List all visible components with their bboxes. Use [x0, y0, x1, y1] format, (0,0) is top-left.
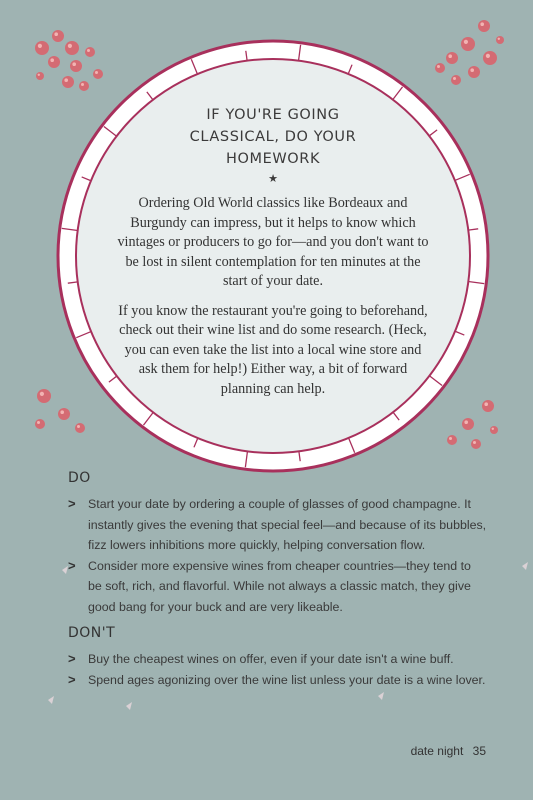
dont-section: [68, 625, 488, 690]
chevron-right-icon: >: [68, 496, 76, 511]
star-icon: ★: [268, 173, 278, 185]
page-footer: [411, 744, 486, 758]
list-item: [68, 649, 488, 670]
list-item: [68, 556, 488, 618]
list-item: [68, 494, 488, 556]
do-section: [68, 470, 488, 617]
dont-item-2: Spend ages agonizing over the wine list unless your date is a wine lover.: [88, 672, 486, 687]
sidebar-box: [112, 92, 434, 399]
dont-item-1: Buy the cheapest wines on offer, even if your date isn't a wine buff.: [88, 652, 454, 666]
do-heading: DO: [68, 470, 91, 486]
do-item-2: Consider more expensive wines from cheaper countries—they tend to be soft, rich, and flavorful. While not always a classic match, they give good bang for your buck and are very likeable.: [88, 558, 471, 614]
sidebar-title: IF YOU'RE GOING CLASSICAL, DO YOUR HOMEWORK: [189, 107, 357, 167]
page-number: 35: [472, 744, 486, 758]
sidebar-paragraph-1: Ordering Old World classics like Bordeaux and Burgundy can impress, but it helps to know which vintages or producers to go for—and you don't want to be lost in silent contemplation for ten minutes at the start of your date.: [117, 195, 429, 289]
sidebar-paragraph-2: If you know the restaurant you're going to beforehand, check out their wine list and do some research. (Heck, you can even take the list into a local wine store and ask them for help!) Either way, a bit of forward planning can help.: [118, 302, 428, 397]
chevron-right-icon: >: [68, 671, 76, 687]
list-item: [68, 670, 488, 691]
running-footer-section: date night: [410, 744, 464, 758]
chevron-right-icon: >: [68, 651, 76, 666]
do-item-1: Start your date by ordering a couple of glasses of good champagne. It instantly gives the evening that special feel—and because of its bubbles, fizz lowers inhibitions more quickly, helping conversation flow.: [88, 497, 487, 552]
chevron-right-icon: >: [68, 557, 76, 573]
dont-heading: DON'T: [68, 625, 116, 641]
